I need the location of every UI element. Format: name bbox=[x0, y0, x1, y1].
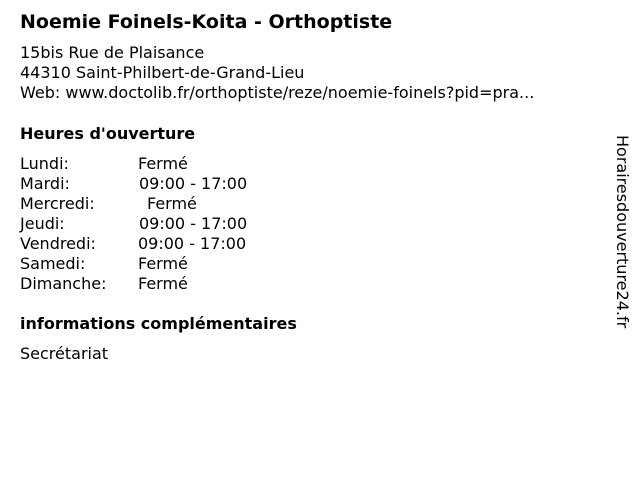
day-label: Mercredi: bbox=[20, 194, 95, 213]
additional-info-heading: informations complémentaires bbox=[20, 314, 297, 333]
business-address bbox=[20, 43, 534, 103]
day-label: Jeudi: bbox=[20, 214, 65, 233]
day-label: Samedi: bbox=[20, 254, 86, 273]
hours-value: Fermé bbox=[147, 194, 197, 213]
hours-value: Fermé bbox=[138, 254, 188, 273]
site-watermark: Horairesdouverture24.fr bbox=[613, 135, 632, 329]
day-label: Mardi: bbox=[20, 174, 70, 193]
page-title: Noemie Foinels-Koita - Orthoptiste bbox=[20, 11, 393, 33]
website-line bbox=[20, 83, 534, 103]
day-label: Lundi: bbox=[20, 154, 69, 173]
address-street: 15bis Rue de Plaisance bbox=[20, 43, 205, 62]
additional-info-text: Secrétariat bbox=[20, 344, 109, 363]
hours-value: Fermé bbox=[138, 274, 188, 293]
hours-value: Fermé bbox=[138, 154, 188, 173]
website-label: Web: bbox=[20, 83, 61, 102]
opening-hours-heading: Heures d'ouverture bbox=[20, 124, 196, 143]
address-city: 44310 Saint-Philbert-de-Grand-Lieu bbox=[20, 63, 305, 82]
website-link[interactable]: www.doctolib.fr/orthoptiste/reze/noemie-foinels?pid=pra... bbox=[65, 83, 535, 102]
hours-value: 09:00 - 17:00 bbox=[138, 234, 247, 253]
hours-value: 09:00 - 17:00 bbox=[139, 214, 248, 233]
day-label: Dimanche: bbox=[20, 274, 107, 293]
day-label: Vendredi: bbox=[20, 234, 96, 253]
hours-value: 09:00 - 17:00 bbox=[139, 174, 248, 193]
